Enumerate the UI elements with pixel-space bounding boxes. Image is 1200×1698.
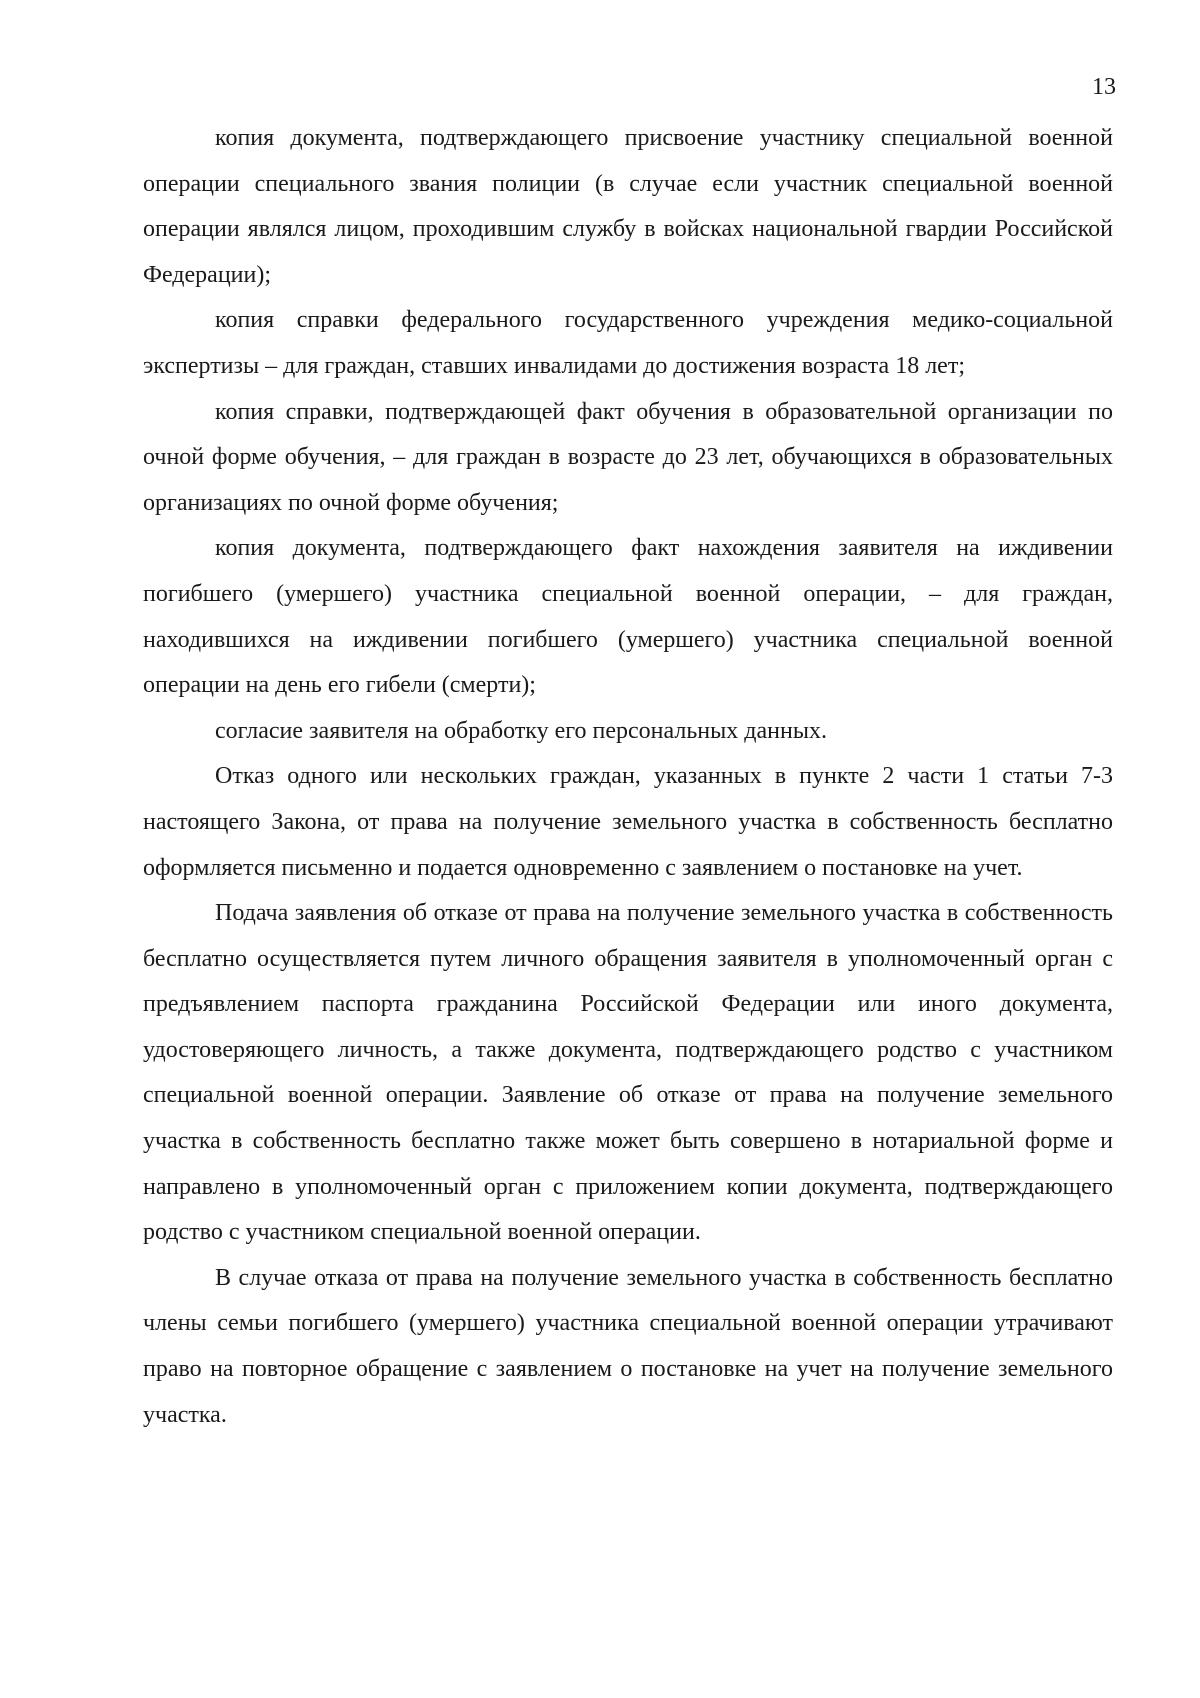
paragraph-dependency-document: копия документа, подтверждающего факт нахождения заявителя на иждивении погибшего (умершего) участника специальной военной операции, – для граждан, находившихся на иждивении погибшего (умершего) участника специальной военной операции на день его гибели (смерти); (143, 535, 1113, 699)
paragraph-education-certificate: копия справки, подтверждающей факт обучения в образовательной организации по очной форме обучения, – для граждан в возрасте до 23 лет, обучающихся в образовательных организациях по очной форме обучения; (143, 398, 1113, 516)
paragraph-refusal-form: Отказ одного или нескольких граждан, указанных в пункте 2 части 1 статьи 7-3 настоящего Закона, от права на получение земельного участка в собственность бесплатно оформляется письменно и подается одновременно с заявлением о постановке на учет. (143, 763, 1113, 881)
paragraph-medical-certificate: копия справки федерального государственного учреждения медико-социальной экспертизы – для граждан, ставших инвалидами до достижения возраста 18 лет; (143, 307, 1113, 379)
paragraph-refusal-consequences: В случае отказа от права на получение земельного участка в собственность бесплатно члены семьи погибшего (умершего) участника специальной военной операции утрачивают право на повторное обращение с заявлением о постановке на учет на получение земельного участка. (143, 1264, 1113, 1428)
paragraph-personal-data-consent: согласие заявителя на обработку его персональных данных. (215, 717, 827, 744)
page-number: 13 (1092, 74, 1116, 100)
document-body (143, 116, 1113, 1438)
paragraph-refusal-submission: Подача заявления об отказе от права на получение земельного участка в собственность бесплатно осуществляется путем личного обращения заявителя в уполномоченный орган с предъявлением паспорта гражданина Российской Федерации или иного документа, удостоверяющего личность, а также документа, подтверждающего родство с участником специальной военной операции. Заявление об отказе от права на получение земельного участка в собственность бесплатно также может быть совершено в нотариальной форме и направлено в уполномоченный орган с приложением копии документа, подтверждающего родство с участником специальной военной операции. (143, 900, 1113, 1246)
paragraph-document-copy-police-rank: копия документа, подтверждающего присвоение участнику специальной военной операции специального звания полиции (в случае если участник специальной военной операции являлся лицом, проходившим службу в войсках национальной гвардии Российской Федерации); (143, 125, 1113, 288)
